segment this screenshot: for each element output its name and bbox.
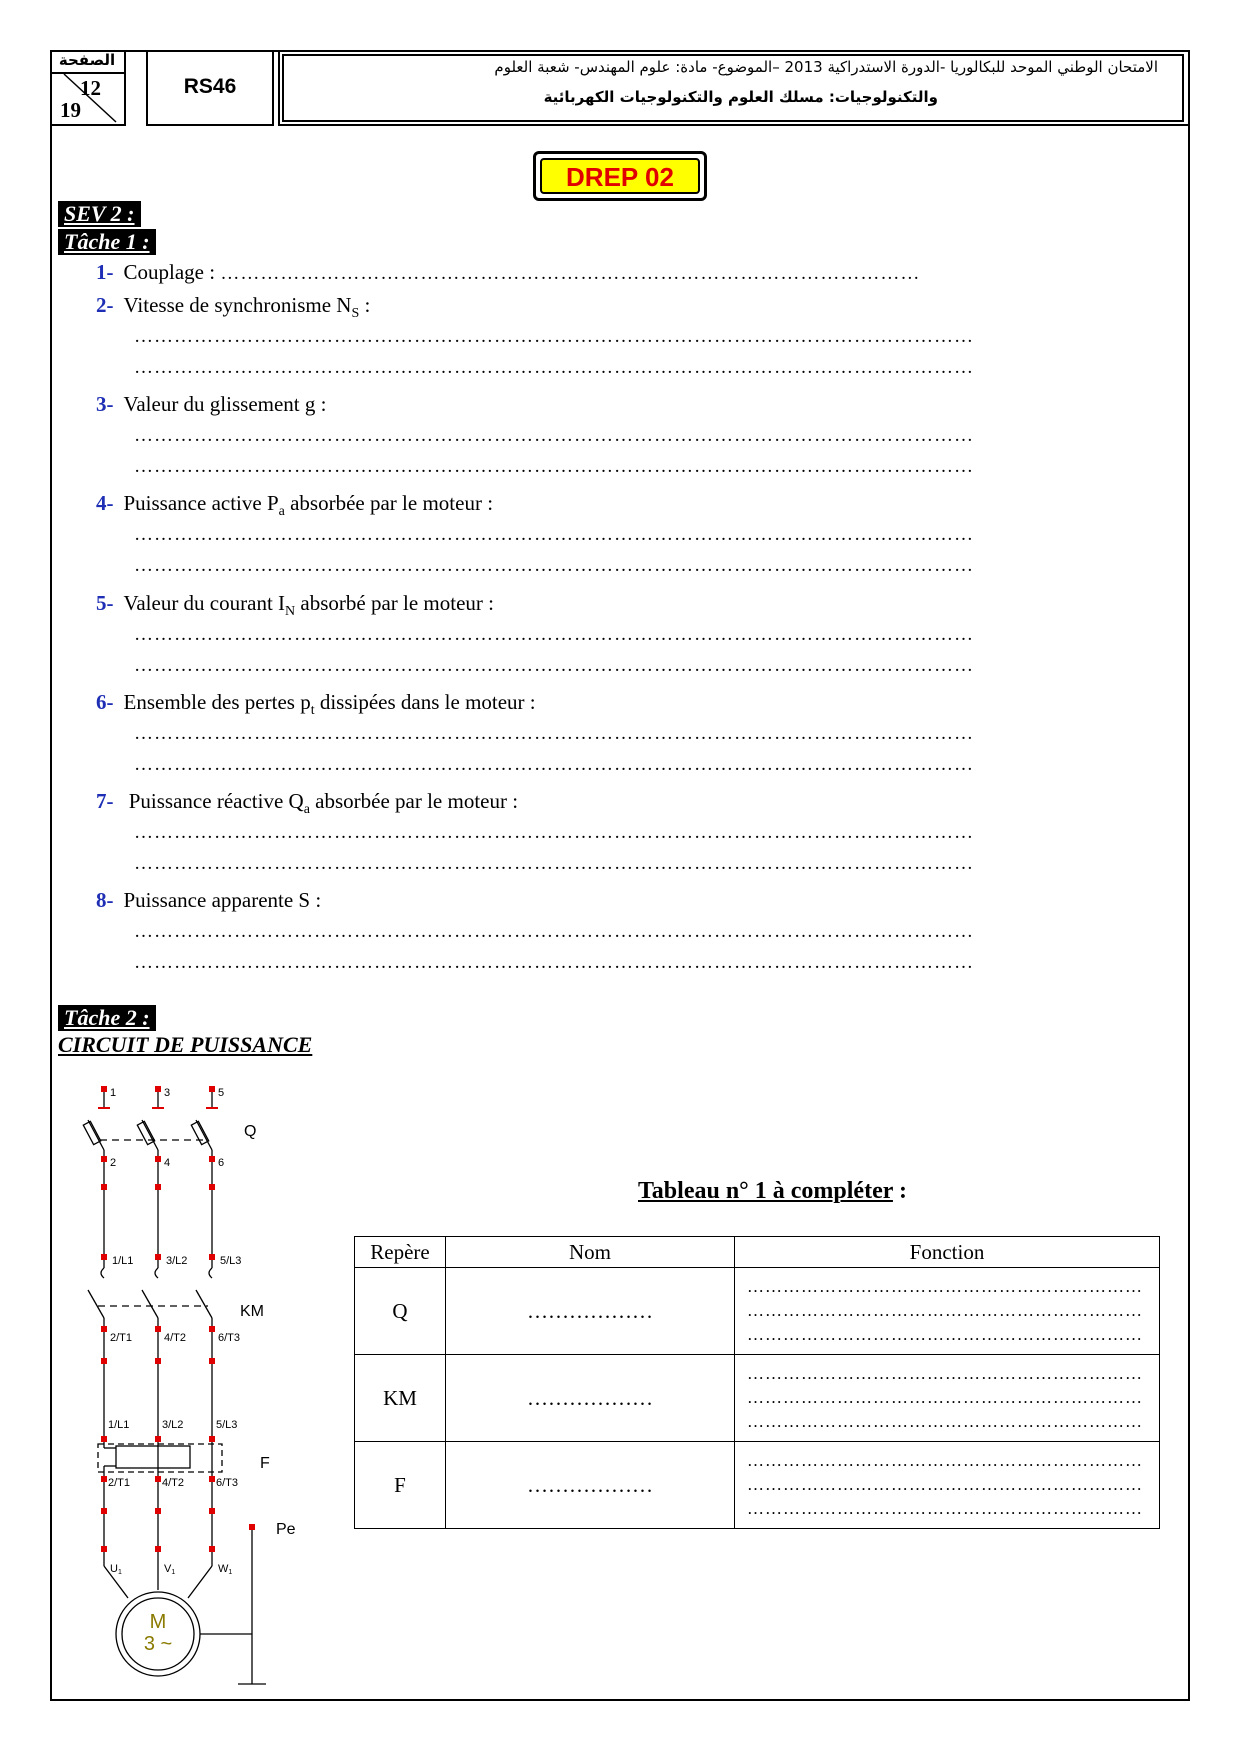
km-out-1: 2/T1 [110,1332,133,1344]
drep-label: DREP 02 [540,158,700,194]
repere-cell: F [355,1442,446,1529]
question-2: 2- Vitesse de synchronisme $N_S$ : [96,293,371,322]
motor-label-3ph: 3 ~ [143,1633,173,1655]
answer-line[interactable]: ……………………………………………………………………………………………………………… [134,952,974,973]
col-nom: Nom [446,1237,735,1268]
nom-cell[interactable]: ……………… [446,1355,735,1442]
nom-cell[interactable]: ……………… [446,1268,735,1355]
km-in-1: 1/L1 [112,1255,134,1267]
km-out-2: 4/T2 [164,1332,187,1344]
answer-line[interactable]: ……………………………………………………………………………………………………………… [134,425,974,446]
km-in-2: 3/L2 [166,1255,188,1267]
nom-cell[interactable]: ……………… [446,1442,735,1529]
exam-code: RS46 [146,50,274,126]
term-1: 1 [110,1087,117,1099]
answer-line[interactable]: ……………………………………………………………………………………………………………… [134,822,974,843]
answer-line[interactable]: ……………………………………………………………………………………………………………… [134,655,974,676]
components-table [354,1236,1160,1529]
answer-line[interactable]: ……………………………………………………………………………………………………………… [134,853,974,874]
question-6: 6- Ensemble des pertes $p_t$ dissipées dans le moteur : [96,690,536,719]
question-5: 5- Valeur du courant $I_N$ absorbé par le moteur : [96,591,494,620]
page-number-box [50,50,126,126]
q-switches [83,1120,212,1188]
term-3: 3 [164,1087,171,1099]
answer-line[interactable]: ……………………………………………………………………………………………………………… [134,357,974,378]
f-out-3: 6/T3 [216,1477,239,1489]
col-repere: Repère [355,1237,446,1268]
f-in-3: 5/L3 [216,1419,238,1431]
power-circuit-diagram [58,1068,318,1688]
f-in-2: 3/L2 [162,1419,184,1431]
table-row [355,1268,1160,1355]
question-1: 1- Couplage : …………………………………………………………………………………………… [96,260,921,284]
motor-label-m: M [149,1611,167,1633]
label-pe: Pe [276,1521,296,1538]
answer-line[interactable]: ……………………………………………………………………………………………………………… [134,624,974,645]
repere-cell: KM [355,1355,446,1442]
page-current: 12 [80,76,101,100]
fonction-cell[interactable]: ………………………………………………………… ………………………………………………………… ………………………………………………………… [735,1355,1160,1442]
answer-line[interactable]: ……………………………………………………………………………………………………………… [134,723,974,744]
motor-term-u: U1 [110,1563,122,1576]
exam-title-box [278,50,1188,126]
answer-dots-inline[interactable]: …………………………………………………………………………………………… [220,263,921,284]
sev-heading: SEV 2 : [58,201,141,227]
exam-title-line2: والتكنولوجيات: مسلك العلوم والتكنولوجيات الكهربائية [543,88,938,106]
motor-term-w: W1 [218,1563,233,1576]
motor-term-v: V1 [164,1563,176,1576]
tache1-heading: Tâche 1 : [58,229,156,255]
f-out-1: 2/T1 [108,1477,131,1489]
page-label: الصفحة [50,50,124,74]
answer-line[interactable]: ……………………………………………………………………………………………………………… [134,754,974,775]
f-in-1: 1/L1 [108,1419,130,1431]
tache2-heading: Tâche 2 : [58,1005,156,1031]
answer-line[interactable]: ……………………………………………………………………………………………………………… [134,921,974,942]
fonction-cell[interactable]: ………………………………………………………… ………………………………………………………… ………………………………………………………… [735,1268,1160,1355]
km-out-3: 6/T3 [218,1332,241,1344]
table-row [355,1442,1160,1529]
answer-line[interactable]: ……………………………………………………………………………………………………………… [134,456,974,477]
table-title: Tableau n° 1 à compléter : [638,1178,907,1204]
col-fonction: Fonction [735,1237,1160,1268]
drep-badge [533,151,707,201]
exam-title-line1: الامتحان الوطني الموحد للبكالوريا -الدورة الاستدراكية 2013 –الموضوع- مادة: علوم المهندس- شعبة العلوم [494,58,1158,76]
term-5: 5 [218,1087,225,1099]
table-row [355,1355,1160,1442]
question-8: 8- Puissance apparente S : [96,888,322,912]
page-total: 19 [60,98,81,122]
term-6: 6 [218,1157,225,1169]
km-in-3: 5/L3 [220,1255,242,1267]
label-q: Q [244,1123,257,1140]
circuit-title: CIRCUIT DE PUISSANCE [58,1032,313,1057]
label-km: KM [240,1303,264,1320]
km-contacts [88,1268,212,1358]
answer-line[interactable]: ……………………………………………………………………………………………………………… [134,524,974,545]
fonction-cell[interactable]: ………………………………………………………… ………………………………………………………… ………………………………………………………… [735,1442,1160,1529]
term-4: 4 [164,1157,171,1169]
question-4: 4- Puissance active $P_a$ absorbée par le moteur : [96,491,494,520]
term-2: 2 [110,1157,117,1169]
repere-cell: Q [355,1268,446,1355]
answer-line[interactable]: ……………………………………………………………………………………………………………… [134,326,974,347]
answer-line[interactable]: ……………………………………………………………………………………………………………… [134,555,974,576]
f-out-2: 4/T2 [162,1477,185,1489]
question-7: 7- Puissance réactive $Q_a$ absorbée par le moteur : [96,789,519,818]
pe-ground [238,1528,266,1688]
exam-header [50,50,1190,128]
label-f: F [260,1455,270,1472]
question-3: 3- Valeur du glissement g : [96,392,327,416]
motor [104,1548,252,1676]
